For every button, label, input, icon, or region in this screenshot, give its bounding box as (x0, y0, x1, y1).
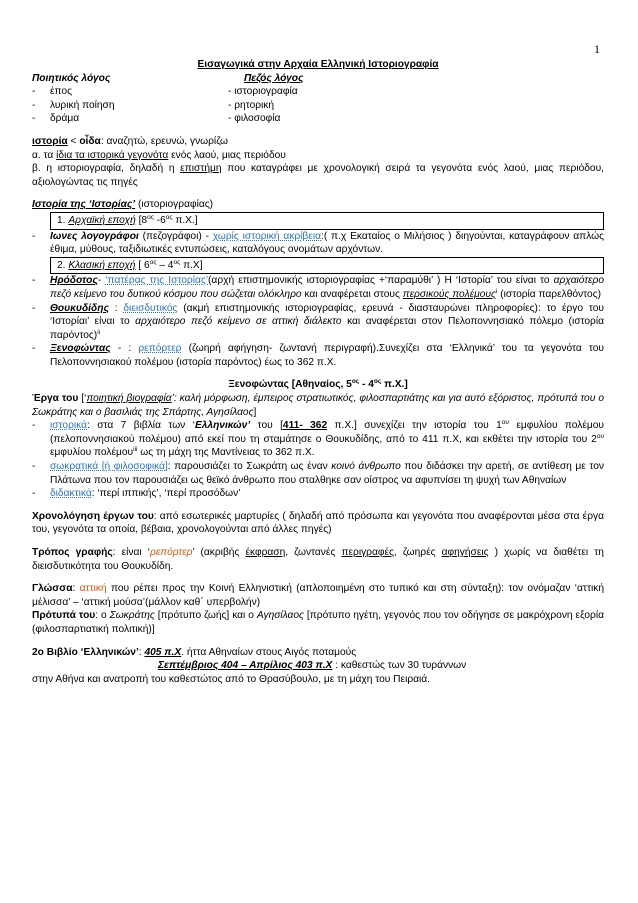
xenophon-heading: Ξενοφώντας [Αθηναίος, $5^{o\varsigma} - 4^{o\varsigma}$ π.Χ.] (228, 378, 408, 391)
history-heading: Ιστορία της ‘Ιστορίας’ (ιστοριογραφίας) (32, 199, 214, 211)
page-number: 1 (594, 42, 600, 56)
era-archaic-box: 1. Αρχαϊκή εποχή [$8^{o\varsigma}$ $-6^{o\varsigma}$ π.Χ.] (50, 212, 604, 230)
style-paragraph: Τρόπος γραφής: είναι ‘ρεπόρτερ’ (ακριβής έκφραση, ζωντανές περιγραφές, ζωηρές αφηγήσεις ) χωρίς να διαθέτει τη διεισδυτικότητα του Θουκυδίδη. (32, 547, 604, 572)
didactic-works-item: - διδακτικά: ‘περί ιππικής’, ‘περί προσόδων’ (32, 487, 604, 501)
xenophon-item: - Ξενοφώντας - : ρεπόρτερ (ζωηρή αφήγηση- ζωντανή περιγραφή).Συνεχίζει στα ‘Ελληνικά’ του τα γεγονότα του Πελοποννησιακού πολέμου (ιστορία παρόντος) έως το 362 π.Χ. (32, 342, 604, 369)
herodotus-item: - Ηρόδοτος- ‘πατέρας της Ιστορίας’(αρχή επιστημονικής ιστοριογραφίας +‘παραμύθι’ ) Η ‘Ιστορία’ του είναι το αρχαιότερο πεζό κείμενο του δυτικού κόσμου που σώζεται ολόκληρο και αναφέρεται στους περσικούς πολέμους$^i$ (ιστορία παρελθόντος) (32, 274, 604, 301)
book2-line: 2ο Βιβλίο ‘Ελληνικών’: 405 π.Χ. ήττα Αθηναίων στους Αιγός ποταμούς (32, 646, 357, 658)
book2-continuation: στην Αθήνα και ανατροπή του καθεστώτος από το Θρασύβουλο, με τη μάχη του Πειραιά. (32, 673, 431, 685)
istoria-meaning-b: β. η ιστοριογραφία, δηλαδή η επιστήμη που καταγράφει με χρονολογική σειρά τα γεγονότα ενός λαού, μιας περιόδου, αξιολογώντας τις πηγές (32, 163, 604, 188)
historical-works-item: - ιστορικά: στα 7 βιβλία των ‘Ελληνικών’ του [411- 362 π.Χ.] συνεχίζει την ιστορία του $1^{o\upsilon}$ εμφυλίου πολέμου (πελοποννησιακού πολέμου) από εκεί που τη σταμάτησε ο Θουκυδίδης, από το 411 π.Χ, και εκθέτει την ιστορία του $2^{o\upsilon}$ εμφυλίου πολέμου$^{iii}$ ως τη μάχη της Μαντίνειας το 362 π.Χ. (32, 419, 604, 460)
socratic-works-item: - σωκρατικά [ή φιλοσοφικά]: παρουσιάζει το Σωκράτη ως έναν κοινό άνθρωπο που διδάσκει την αρετή, σε αντίθεση με τον Πλάτωνα που τον παρουσιάζει ως θεϊκό άνθρωπο που σταλθηκε σαν οίστρος να αφυπνίσει τη ψυχή των Αθηναίων (32, 460, 604, 487)
models-paragraph: Πρότυπά του: ο Σωκράτης [πρότυπο ζωής] και ο Αγησίλαος [πρότυπο ηγέτη, γεγονός που τον οδήγησε σε μακρόχρονη εξορία (φιλοσπαρτιατική πολιτική)] (32, 610, 604, 635)
logos-headers: Ποιητικός λόγος Πεζός λόγος (32, 72, 304, 84)
thucydides-item: - Θουκυδίδης : διεισδυτικός (ακμή επιστημονικής ιστοριογραφίας, ερευνά - διασταυρώνει πληροφορίες): το έργο του ‘Ιστορίαι’ είναι το αρχαιότερο πεζό κείμενο σε αττική διάλεκτο και αναφέρεται στον Πελοποννησιακό πόλεμο (ιστορία παρόντος)$^{ii}$ (32, 302, 604, 343)
logos-row: - έπος - ιστοριογραφία (32, 86, 298, 98)
works-intro: Έργα του [‘ποιητική βιογραφία’: καλή μόρφωση, έμπειρος στρατιωτικός, φιλοσπαρτιάτης και για αυτό εξόριστος, πρότυπά του ο Σωκράτης και ο βασιλιάς της Σπάρτης, Αγησίλαος] (32, 393, 604, 418)
ionians-item: - Ιωνες λογογράφοι (πεζογράφοι) - χωρίς ιστορική ακρίβεια:( π.χ Εκαταίος ο Μιλήσιος ) διηγούνται, καταγράφουν απλώς έθιμα, μύθους, ταξιδιωτικές εντυπώσεις, καταλόγους ονομάτων αρχόντων. (32, 230, 604, 257)
document-body (32, 58, 604, 686)
book2-date-line: Σεπτέμβριος 404 – Απρίλιος 403 π.Χ : καθεστώς των 30 τυράννων (158, 660, 467, 672)
istoria-meaning-a: α. τα ίδια τα ιστορικά γεγονότα ενός λαού, μιας περιόδου (32, 149, 286, 161)
language-paragraph: Γλώσσα: αττική που ρέπει προς την Κοινή Ελληνιστική (απλοποιημένη στο τυπικό και στη σύνταξη): τον ονόμαζαν ‘αττική μέλισσα’ – ‘αττική μούσα’(μάλλον καθ΄ υπερβολήν) (32, 583, 604, 608)
logos-row: - λυρική ποίηση - ρητορική (32, 99, 275, 111)
logos-row: - δράμα - φιλοσοφία (32, 113, 281, 125)
chronology-paragraph: Χρονολόγηση έργων του: από εσωτερικές μαρτυρίες ( δηλαδή από πρόσωπα και γεγονότα που αναφέρονται μέσα στα έργα του, γεγονότα τα οποία, βέβαια, χρονολογούνται από άλλες πηγές) (32, 510, 604, 536)
logos-table (32, 72, 604, 126)
document-title: Εισαγωγικά στην Αρχαία Ελληνική Ιστοριογραφία (197, 59, 439, 70)
istoria-definition: ιστορία < οἶδα: αναζητώ, ερευνώ, γνωρίζω (32, 135, 228, 147)
era-classical-box: 2. Κλασική εποχή [ $6^{o\varsigma} - 4^{o\varsigma}$ π.Χ] (50, 257, 604, 275)
